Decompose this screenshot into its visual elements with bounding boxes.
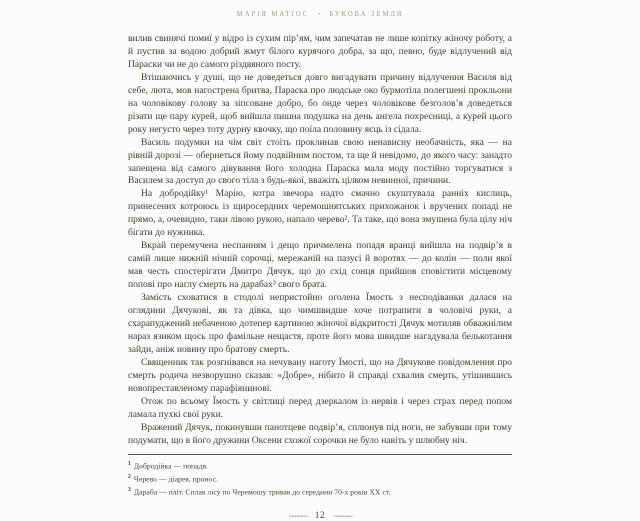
footnote-text: Добродійка — попадя. (133, 461, 208, 471)
footnote (128, 472, 512, 485)
footnote-text: Дараба — пліт. Сплав лісу по Черемошу тривав до середини 70-х років XX ст. (133, 487, 391, 497)
page-footer (128, 511, 512, 521)
wave-ornament-icon: ~~~~~~ (333, 510, 352, 521)
running-header-author: МАРІЯ МАТІОС (236, 11, 310, 18)
paragraph: Втішаючись у душі, що не доведеться довго вигадувати причину відлучення Василя від себе, люта, мов нагострена бритва, Параска про людське око бурмотіла полегшені прокльони на чоловікову голову за зіпсоване добро, бо онде через чоловікове безголов’я доведеться різати ще пару курей, щоб вийшла пишна подушка на день ангела похресниці, а курей цього року негусто через тоту дурну квочку, що поїла половину яєць із сідала. (128, 71, 512, 135)
footnote-marker: 3 (128, 486, 131, 493)
running-header-title: БУКОВА ЗЕМЛЯ (329, 11, 404, 18)
footnote (128, 459, 512, 472)
paragraph: Василь подумки на чім світ стоїть проклинав свою ненависну необачність, яка — на рівній дорозі — обернеться йому подвійним постом, та ще й невідомо, до якого часу: занадто запещена від самого дівування його холодна Параска мала моду постійно торгуватися з Василем за доступ до свого тіла з будь-якої, вважіть цілком невинної, причини. (128, 136, 512, 187)
header-bullet-separator: • (318, 11, 321, 18)
footnote (128, 485, 512, 498)
running-header (128, 11, 512, 18)
footnote-marker: 1 (128, 460, 131, 467)
paragraph: Вкрай перемучена неспанням і дещо причмелена попадя вранці вийшла на подвір’я в самій лише нижній нічній сорочці, мережаній на пазусі й воротях — до колін — поли якої мав честь спостерігати Дмитро Дячук, що до схід сонця прийшов сповістити місцевому попові про наглу смерть на дарабах³ свого брата. (128, 240, 512, 291)
body-text-block (128, 33, 512, 448)
footnote-marker: 2 (128, 473, 131, 480)
footnote-separator-rule (128, 454, 512, 455)
paragraph: Вражений Дячук, покинувши панотцеве подвір’я, сплюнув під ноги, не забувши при тому подумати, що в його дружини Оксени схожої сорочки не було навіть у шлюбну ніч. (128, 421, 512, 446)
book-page (128, 0, 512, 521)
paragraph: Отож по всьому Їмость у світлиці перед дзеркалом із нервів і через страх перед попом ламала пухкі свої руки. (128, 395, 512, 420)
paragraph: На добродійку¹ Марію, котра звечора надто смачно скуштувала ранніх кислиць, принесених котроюсь із щиросердних черемошнятських прихожанок і вручених попаді не прямо, а, очевидно, таки лівою рукою, напало черево². Та таке, що вона змушена була цілу ніч бігати до нужника. (128, 188, 512, 239)
paragraph: вилив свинячі помиї у відро із сухим пір’ям, чим запечатав не лише копітку жіночу роботу, а й пустив за водою добрий жмут білого курячого добра, за що, певно, буде відлучений від Параски чи не до самого різдвяного посту. (128, 33, 512, 70)
page-number: 12 (314, 510, 326, 521)
footnotes-block (128, 459, 512, 498)
paragraph: Священник так розгнівався на нечувану наготу Їмості, що на Дячукове повідомлення про смерть родича незворушно сказав: «Добре», нібито й справді схвалив смерть, утішившись новопреставленому парафіянинові. (128, 356, 512, 394)
wave-ornament-icon: ~~~~~~ (288, 510, 307, 521)
footnote-text: Черево — діарея, пронос. (133, 474, 218, 484)
paragraph: Замість сховатися в стодолі непристойно оголена Їмость з несподіванки далася на оглядини Дячукові, як та дівка, що чимшвидше хоче потрапити в чоловічі руки, а схарапуджений небаченою дотепер картиною жіночої відкритості Дячук мотиляв обважнілим нараз язиком щось про фамільне нещастя, проте його мова швидше нагадувала белькотання зайди, аніж новину про братову смерть. (128, 292, 512, 355)
